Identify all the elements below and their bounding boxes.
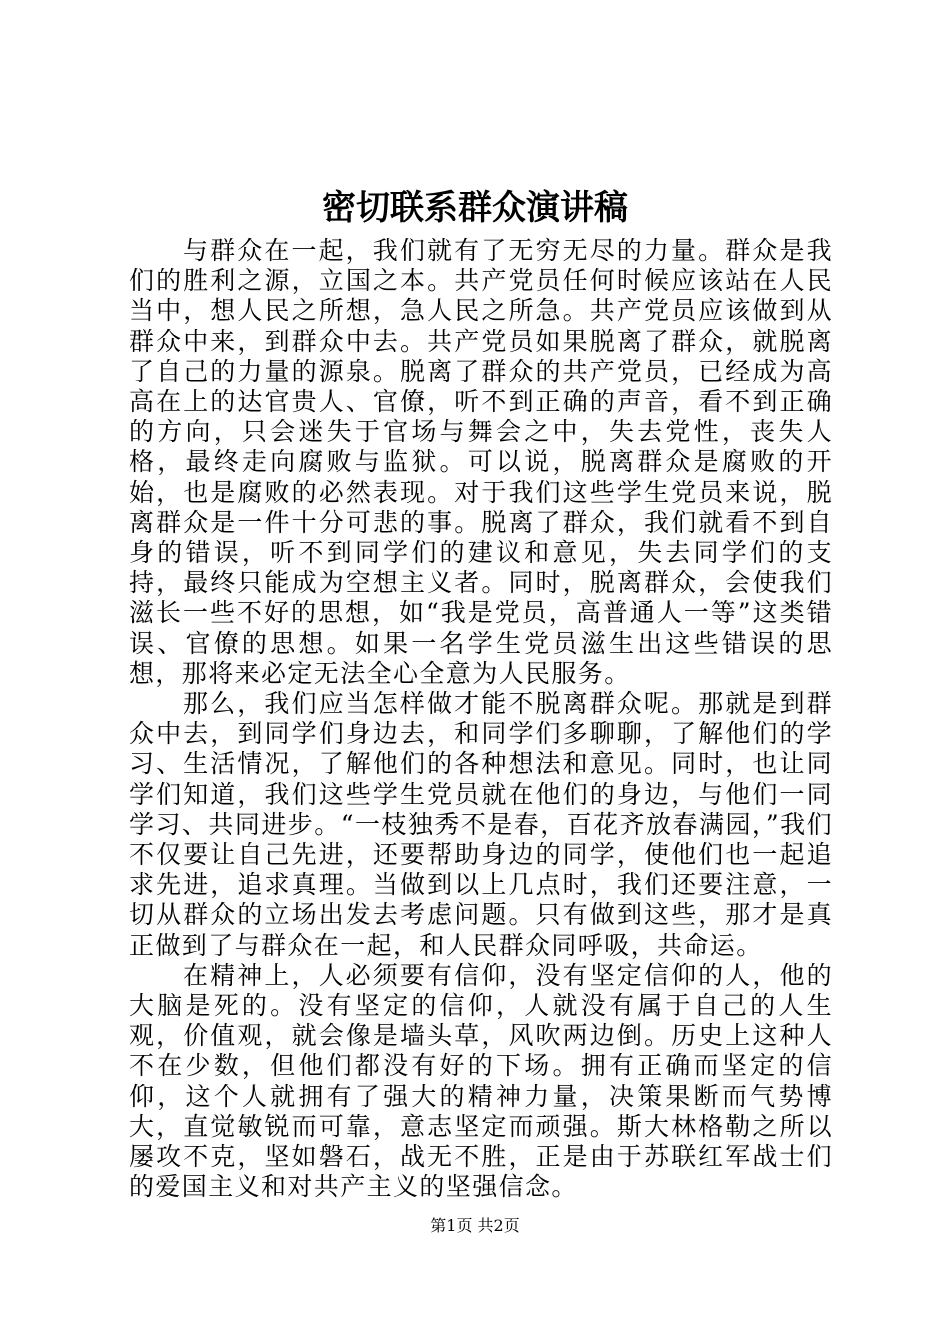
paragraph-2: 那么，我们应当怎样做才能不脱离群众呢。那就是到群众中去，到同学们身边去，和同学们多聊聊，了解他们的学习、生活情况，了解他们的各种想法和意见。同时，也让同学们知道，我们这些学生党员就在他们的身边，与他们一同学习、共同进步。“一枝独秀不是春，百花齐放春满园，”我们不仅要让自己先进，还要帮助身边的同学，使他们也一起追求先进，追求真理。当做到以上几点时，我们还要注意，一切从群众的立场出发去考虑问题。只有做到这些，那才是真正做到了与群众在一起，和人民群众同呼吸，共命运。 (129, 689, 833, 960)
page-number-footer: 第1页 共2页 (430, 1216, 520, 1235)
document-title: 密切联系群众演讲稿 (322, 188, 628, 228)
paragraph-3: 在精神上，人必须要有信仰，没有坚定信仰的人，他的大脑是死的。没有坚定的信仰，人就没有属于自己的人生观，价值观，就会像是墙头草，风吹两边倒。历史上这种人不在少数，但他们都没有好的下场。拥有正确而坚定的信仰，这个人就拥有了强大的精神力量，决策果断而气势博大，直觉敏锐而可靠，意志坚定而顽强。斯大林格勒之所以屡攻不克，坚如磐石，战无不胜，正是由于苏联红军战士们的爱国主义和对共产主义的坚强信念。 (129, 960, 833, 1202)
paragraph-1: 与群众在一起，我们就有了无穷无尽的力量。群众是我们的胜利之源，立国之本。共产党员任何时候应该站在人民当中，想人民之所想，急人民之所急。共产党员应该做到从群众中来，到群众中去。共产党员如果脱离了群众，就脱离了自己的力量的源泉。脱离了群众的共产党员，已经成为高高在上的达官贵人、官僚，听不到正确的声音，看不到正确的方向，只会迷失于官场与舞会之中，失去党性，丧失人格，最终走向腐败与监狱。可以说，脱离群众是腐败的开始，也是腐败的必然表现。对于我们这些学生党员来说，脱离群众是一件十分可悲的事。脱离了群众，我们就看不到自身的错误，听不到同学们的建议和意见，失去同学们的支持，最终只能成为空想主义者。同时，脱离群众，会使我们滋长一些不好的思想，如“我是党员，高普通人一等”这类错误、官僚的思想。如果一名学生党员滋生出这些错误的思想，那将来必定无法全心全意为人民服务。 (129, 236, 833, 688)
document-body (129, 236, 833, 1203)
